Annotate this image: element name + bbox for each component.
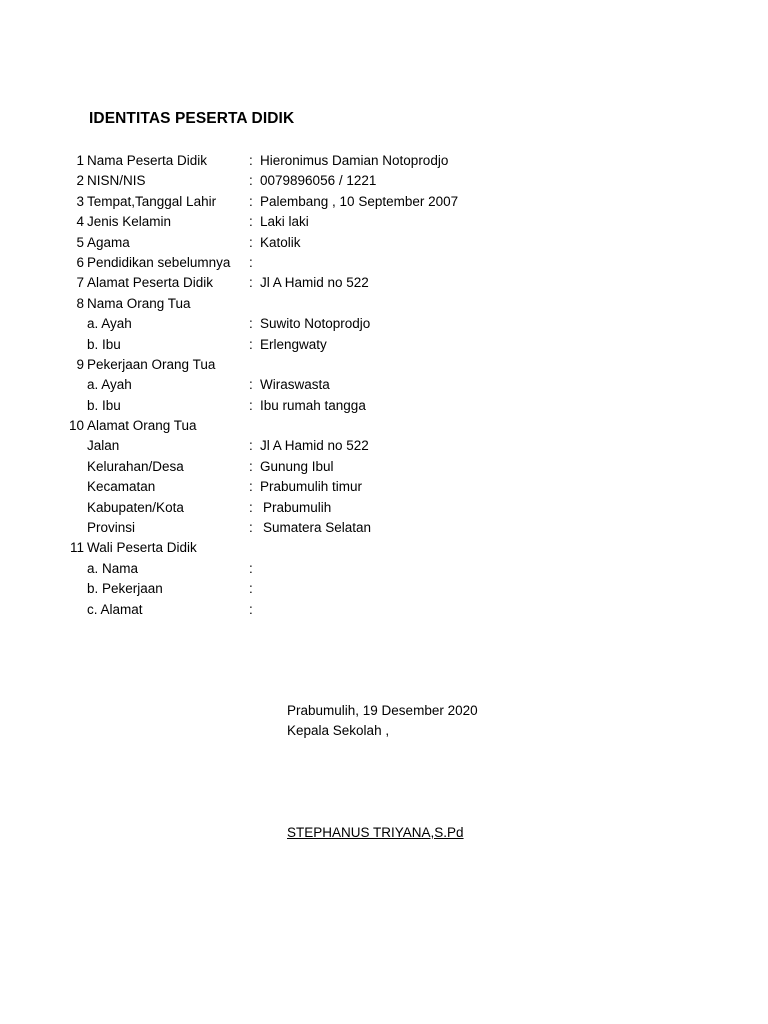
row-value: Prabumulih [263,499,332,515]
row-number: 11 [69,540,84,556]
row-colon: : [249,581,253,597]
row-colon: : [249,173,253,189]
signer-role: Kepala Sekolah , [287,723,390,738]
row-value: 0079896056 / 1221 [260,173,377,189]
table-row [0,457,768,477]
row-number: 4 [76,214,84,230]
row-value: Jl A Hamid no 522 [260,275,369,291]
table-row [0,579,768,599]
row-label: Tempat,Tanggal Lahir [87,193,217,209]
table-row [0,192,768,212]
row-label: Pendidikan sebelumnya [87,254,231,270]
table-row [0,212,768,232]
row-label: Wali Peserta Didik [87,540,197,556]
row-value: Ibu rumah tangga [260,397,366,413]
row-colon: : [249,560,253,576]
table-row [0,436,768,456]
row-colon: : [249,316,253,332]
row-number: 2 [76,173,84,189]
table-row [0,375,768,395]
table-row [0,518,768,538]
table-row [0,273,768,293]
table-row [0,314,768,334]
table-row [0,253,768,273]
table-row [0,151,768,171]
row-number: 5 [76,234,84,250]
table-row [0,477,768,497]
table-row [0,396,768,416]
row-label: Nama Orang Tua [87,295,191,311]
row-colon: : [249,479,253,495]
row-colon: : [249,458,253,474]
row-value: Hieronimus Damian Notoprodjo [260,153,449,168]
row-colon: : [249,275,253,291]
row-label: Jalan [87,438,120,454]
row-value: Katolik [260,234,301,250]
row-value: Erlengwaty [260,336,327,352]
place-and-date: Prabumulih, 19 Desember 2020 [287,703,478,718]
table-row [0,294,768,314]
row-colon: : [249,520,253,536]
row-label: Agama [87,234,130,250]
row-number: 7 [76,275,84,291]
row-label: b. Pekerjaan [87,581,163,597]
row-colon: : [249,438,253,454]
document-title: IDENTITAS PESERTA DIDIK [89,110,295,127]
table-row [0,538,768,558]
row-label: b. Ibu [87,397,121,413]
row-label: NISN/NIS [87,173,146,189]
row-number: 1 [76,153,84,168]
row-number: 10 [68,418,84,434]
row-value: Gunung Ibul [260,458,334,474]
row-label: a. Nama [87,560,139,576]
row-number: 8 [76,295,84,311]
table-row [0,335,768,355]
table-row [0,355,768,375]
row-label: a. Ayah [87,377,132,393]
row-number: 6 [76,254,84,270]
row-colon: : [249,193,253,209]
table-row [0,171,768,191]
row-label: b. Ibu [87,336,121,352]
row-number: 3 [76,193,84,209]
row-value: Prabumulih timur [260,479,363,495]
signer-name: STEPHANUS TRIYANA,S.Pd [287,825,464,840]
row-colon: : [249,214,253,230]
row-colon: : [249,377,253,393]
table-row [0,416,768,436]
table-row [0,498,768,518]
row-colon: : [249,153,253,168]
row-value: Sumatera Selatan [263,520,372,536]
table-row [0,233,768,253]
identity-table [0,151,768,620]
row-label: Alamat Orang Tua [87,418,197,434]
row-colon: : [249,234,253,250]
row-label: a. Ayah [87,316,132,332]
row-label: Jenis Kelamin [87,214,172,230]
row-number: 9 [76,356,84,372]
row-value: Laki laki [260,214,309,230]
row-label: Kecamatan [87,479,156,495]
row-label: Alamat Peserta Didik [87,275,214,291]
row-colon: : [249,397,253,413]
table-row [0,600,768,620]
row-colon: : [249,254,253,270]
row-label: Pekerjaan Orang Tua [87,356,216,372]
row-label: Provinsi [87,520,136,536]
row-label: Nama Peserta Didik [87,153,208,168]
row-value: Jl A Hamid no 522 [260,438,369,454]
row-label: Kabupaten/Kota [87,499,184,515]
row-colon: : [249,336,253,352]
row-label: Kelurahan/Desa [87,458,184,474]
row-colon: : [249,499,253,515]
table-row [0,559,768,579]
row-colon: : [249,601,253,617]
row-value: Wiraswasta [260,377,330,393]
row-value: Palembang , 10 September 2007 [260,193,459,209]
row-value: Suwito Notoprodjo [260,316,371,332]
row-label: c. Alamat [87,601,143,617]
